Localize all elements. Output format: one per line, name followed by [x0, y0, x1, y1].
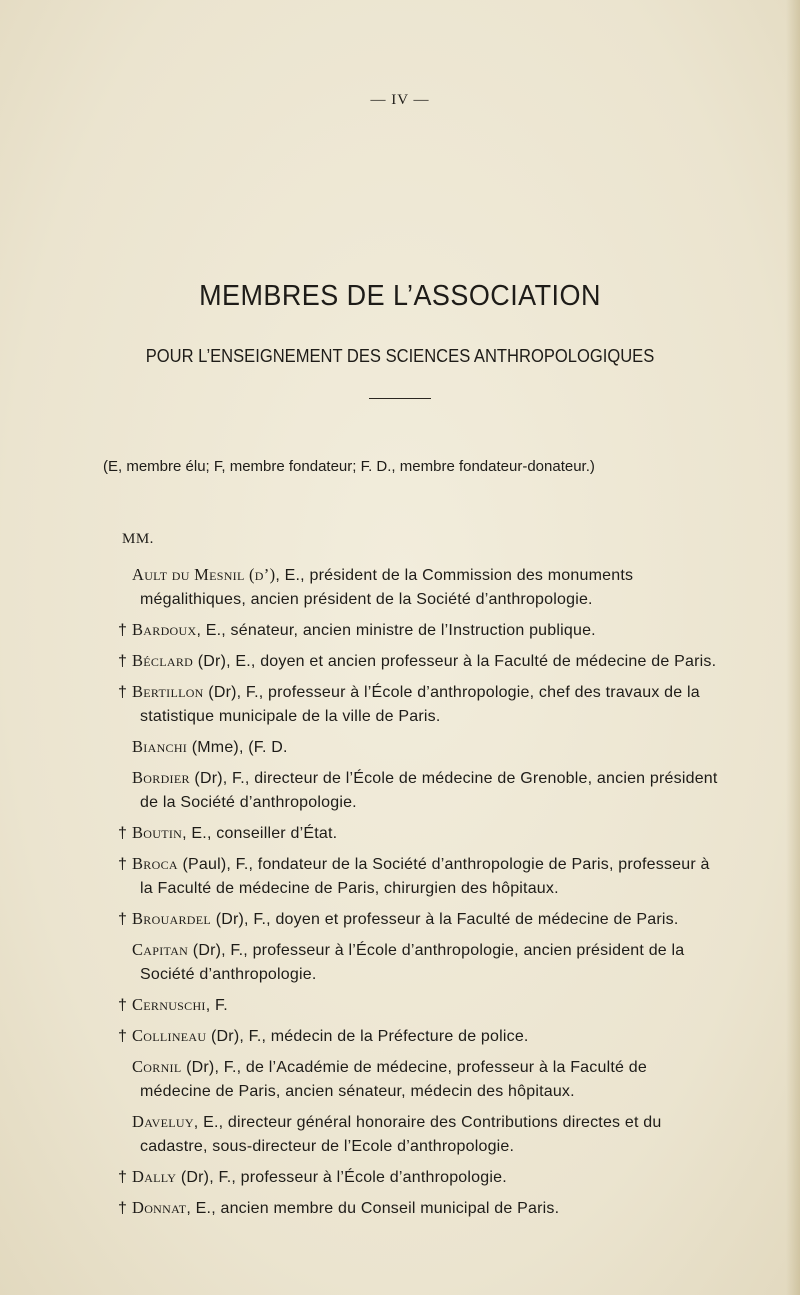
member-list [118, 563, 718, 1227]
member-details: , F. [205, 997, 228, 1014]
deceased-mark: † [118, 856, 127, 873]
member-name: Bertillon [132, 682, 204, 701]
deceased-mark: † [118, 911, 127, 928]
deceased-mark: † [118, 1200, 127, 1217]
member-entry [118, 1024, 718, 1049]
member-details: (Dr), F., professeur à l’École d’anthropologie. [176, 1169, 507, 1186]
deceased-mark: † [118, 653, 127, 670]
member-entry [118, 618, 718, 643]
deceased-mark: † [118, 997, 127, 1014]
member-name: Cornil [132, 1057, 182, 1076]
member-name: Donnat [132, 1198, 187, 1217]
member-name: Bianchi [132, 737, 188, 756]
member-details: (Dr), F., directeur de l’École de médecine de Grenoble, ancien président de la Société d’anthropologie. [140, 770, 718, 811]
member-name: Capitan [132, 940, 189, 959]
member-details: (Dr), F., professeur à l’École d’anthropologie, chef des travaux de la statistique municipale de la ville de Paris. [140, 684, 700, 725]
member-name: Daveluy [132, 1112, 194, 1131]
member-details: (Dr), F., doyen et professeur à la Faculté de médecine de Paris. [211, 911, 679, 928]
member-entry [118, 1110, 718, 1159]
member-name: Béclard [132, 651, 194, 670]
member-details: , E., directeur général honoraire des Contributions directes et du cadastre, sous-directeur de l’Ecole d’anthropologie. [140, 1114, 662, 1155]
member-entry [118, 735, 718, 760]
deceased-mark: † [118, 1028, 127, 1045]
member-details: (Dr), F., de l’Académie de médecine, professeur à la Faculté de médecine de Paris, ancien sénateur, médecin des hôpitaux. [140, 1059, 647, 1100]
member-details: , E., sénateur, ancien ministre de l’Instruction publique. [196, 622, 596, 639]
member-entry [118, 1165, 718, 1190]
deceased-mark: † [118, 825, 127, 842]
page-number: — IV — [370, 92, 430, 108]
member-name: Bordier [132, 768, 190, 787]
salutation: MM. [122, 531, 154, 547]
page-subtitle: POUR L’ENSEIGNEMENT DES SCIENCES ANTHROPOLOGIQUES [145, 346, 655, 366]
member-name: Ault du Mesnil (d’) [132, 565, 276, 584]
deceased-mark: † [118, 684, 127, 701]
member-details: , E., ancien membre du Conseil municipal de Paris. [186, 1200, 560, 1217]
member-details: (Dr), F., médecin de la Préfecture de police. [206, 1028, 529, 1045]
page-title: MEMBRES DE L’ASSOCIATION [199, 280, 601, 312]
member-name: Broca [132, 854, 178, 873]
member-details: , E., président de la Commission des monuments mégalithiques, ancien président de la Société d’anthropologie. [140, 567, 634, 608]
member-details: (Dr), E., doyen et ancien professeur à la Faculté de médecine de Paris. [193, 653, 717, 670]
title-divider [369, 398, 431, 399]
deceased-mark: † [118, 1169, 127, 1186]
member-entry [118, 680, 718, 729]
member-entry [118, 852, 718, 901]
member-entry [118, 938, 718, 987]
deceased-mark: † [118, 622, 127, 639]
member-entry [118, 907, 718, 932]
member-name: Cernuschi [132, 995, 206, 1014]
member-details: (Mme), (F. D. [187, 739, 288, 756]
member-entry [118, 821, 718, 846]
member-name: Dally [132, 1167, 177, 1186]
member-name: Boutin [132, 823, 183, 842]
page-edge-shadow [786, 0, 800, 1295]
member-entry [118, 1055, 718, 1104]
member-name: Brouardel [132, 909, 212, 928]
member-entry [118, 993, 718, 1018]
member-entry [118, 766, 718, 815]
member-entry [118, 649, 718, 674]
member-details: , E., conseiller d’État. [182, 825, 338, 842]
member-name: Bardoux [132, 620, 197, 639]
member-entry [118, 1196, 718, 1221]
member-name: Collineau [132, 1026, 207, 1045]
member-details: (Paul), F., fondateur de la Société d’anthropologie de Paris, professeur à la Faculté de médecine de Paris, chirurgien des hôpitaux. [140, 856, 710, 897]
member-entry [118, 563, 718, 612]
member-details: (Dr), F., professeur à l’École d’anthropologie, ancien président de la Société d’anthropologie. [140, 942, 685, 983]
membership-legend: (E, membre élu; F, membre fondateur; F. D., membre fondateur-donateur.) [103, 458, 595, 475]
